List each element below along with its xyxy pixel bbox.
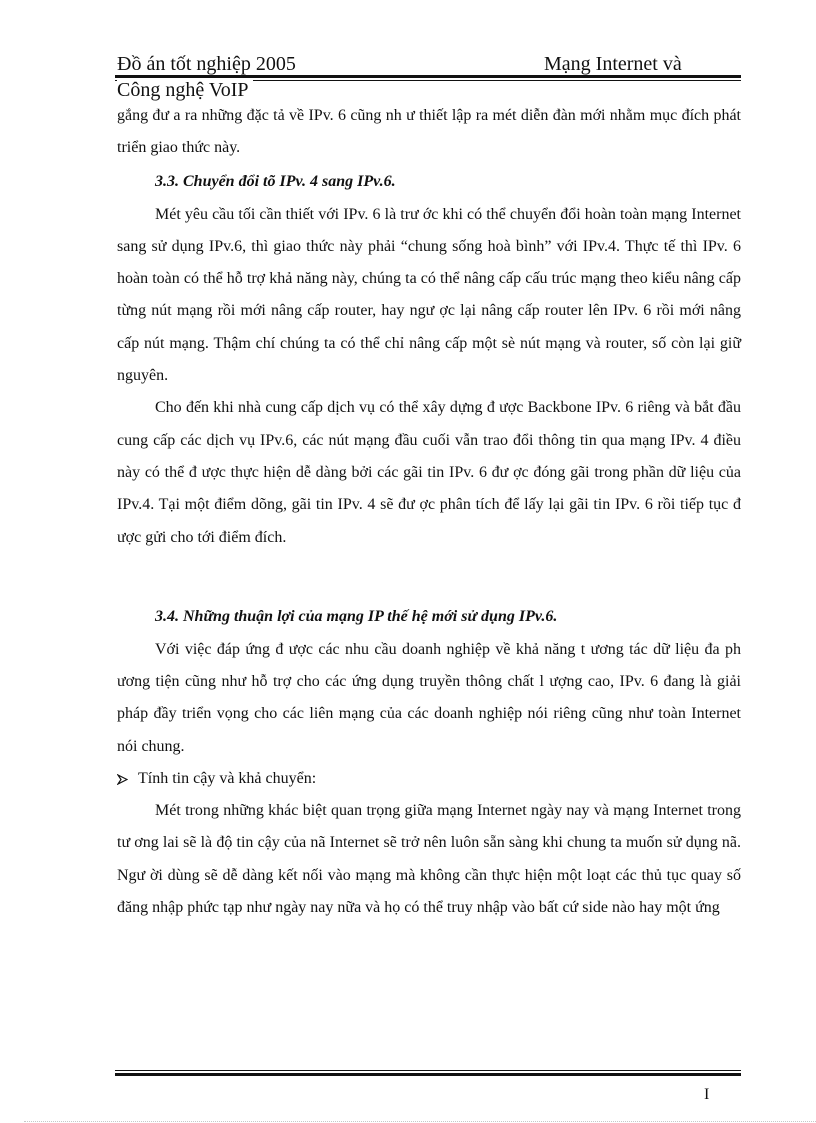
paragraph-reliability: Mét trong những khác biệt quan trọng giữa mạng Internet ngày nay và mạng Internet trong tư ơng lai sẽ là độ tin cậy của nã Internet sẽ trở nên luôn sẵn sàng khi chung ta muốn sử dụng nã. Ngư ời dùng sẽ dễ dàng kết nối vào mạng mà không cần thực hiện một loạt các thủ tục quay số đăng nhập phức tạp như ngày nay nữa và họ có thể truy nhập vào bất cứ side nào hay một ứng xyxy=(117,802,741,916)
arrow-bullet-icon xyxy=(117,774,128,785)
paragraph-continued: gắng đư a ra những đặc tả về IPv. 6 cũng nh ư thiết lập ra mét diễn đàn mới nhằm mục đích phát triển giao thức này. xyxy=(117,107,741,157)
paragraph-advantages: Với việc đáp ứng đ ược các nhu cầu doanh nghiệp về khả năng t ương tác dữ liệu đa ph ương tiện cũng như hỗ trợ cho các ứng dụng truyền thông chất l ượng cao, IPv. 6 đang là giải pháp đầy triển vọng cho các liên mạng của các doanh nghiệp nói riêng cũng như toàn Internet nói chung. xyxy=(117,640,741,755)
paragraph-backbone: Cho đến khi nhà cung cấp dịch vụ có thể xây dựng đ ược Backbone IPv. 6 riêng và bắt đầu cung cấp các dịch vụ IPv.6, các nút mạng đầu cuối vẫn trao đổi thông tin qua mạng IPv. 4 điều này có thể đ ược thực hiện dễ dàng bởi các gãi tin IPv. 6 đư ợc đóng gãi trong phần dữ liệu của IPv.4. Tại một điểm dõng, gãi tin IPv. 4 sẽ đư ợc phân tích để lấy lại gãi tin IPv. 6 rồi tiếp tục đ ược gửi cho tới điểm đích. xyxy=(117,399,741,546)
section-spacer xyxy=(117,554,741,600)
header-topic-title: Mạng Internet và xyxy=(544,53,682,75)
bullet-item-label: Tính tin cậy và khả chuyển: xyxy=(138,770,317,788)
page-edge-divider xyxy=(24,1121,816,1122)
section-heading-3-3: 3.3. Chuyển đổi tõ IPv. 4 sang IPv.6. xyxy=(155,172,396,190)
document-body xyxy=(117,100,741,924)
page-number: I xyxy=(704,1086,710,1103)
bullet-item xyxy=(117,763,741,795)
section-heading-3-4: 3.4. Những thuận lợi của mạng IP thế hệ mới sử dụng IPv.6. xyxy=(155,607,558,625)
header-topic-title-continued: Công nghệ VoIP xyxy=(117,78,253,102)
paragraph-ipv6-transition: Mét yêu cầu tối cần thiết với IPv. 6 là trư ớc khi có thể chuyển đổi hoàn toàn mạng Internet sang sử dụng IPv.6, thì giao thức này phải “chung sống hoà bình” với IPv.4. Thực tế thì IPv. 6 hoàn toàn có thể hỗ trợ khả năng này, chúng ta có thể nâng cấp cấu trúc mạng theo kiểu nâng cấp từng nút mạng rồi mới nâng cấp router, hay ngư ợc lại nâng cấp router lên IPv. 6 rồi mới nâng cấp nút mạng. Thậm chí chúng ta có thể chỉ nâng cấp một sè nút mạng và router, số còn lại giữ nguyên. xyxy=(117,205,741,385)
header-document-title: Đồ án tốt nghiệp 2005 xyxy=(117,53,296,75)
footer-rule-thin xyxy=(115,1070,741,1071)
footer-rule-thick xyxy=(115,1073,741,1076)
